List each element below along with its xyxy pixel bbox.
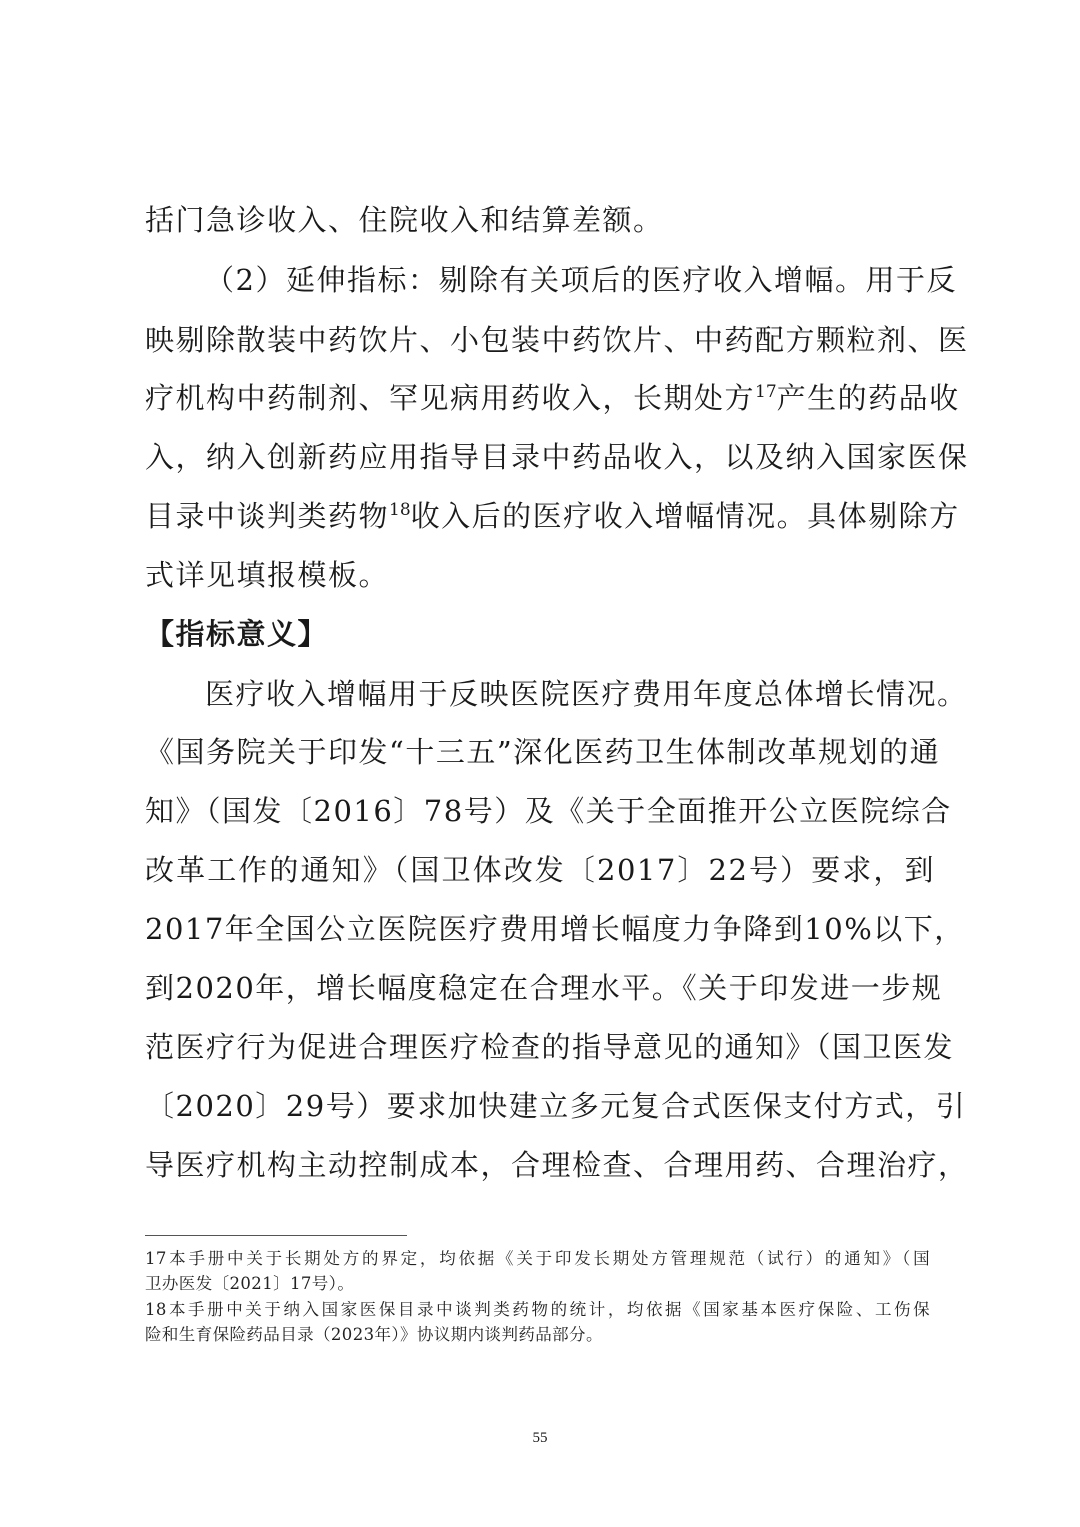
page-number: 55 xyxy=(532,1430,548,1446)
body-line: 到2020年，增长幅度稳定在合理水平。《关于印发进一步规 xyxy=(145,971,943,1005)
body-line: 入，纳入创新药应用指导目录中药品收入，以及纳入国家医保 xyxy=(145,440,969,474)
body-line xyxy=(145,496,960,536)
body-line: （2）延伸指标：剔除有关项后的医疗收入增幅。用于反 xyxy=(205,263,957,297)
body-line: 导医疗机构主动控制成本，合理检查、合理用药、合理治疗， xyxy=(145,1148,969,1182)
footnote-17-cont: 卫办医发〔2021〕17号）。 xyxy=(145,1274,355,1293)
footnote-ref-18[interactable]: 18 xyxy=(389,500,411,520)
body-line: 2017年全国公立医院医疗费用增长幅度力争降到10%以下， xyxy=(145,912,965,946)
body-line: 《国务院关于印发“十三五”深化医药卫生体制改革规划的通 xyxy=(145,735,941,769)
body-line: 改革工作的通知》（国卫体改发〔2017〕22号）要求，到 xyxy=(145,853,935,887)
body-line: 医疗收入增幅用于反映医院医疗费用年度总体增长情况。 xyxy=(205,677,968,711)
footnote-17: 17本手册中关于长期处方的界定，均依据《关于印发长期处方管理规范（试行）的通知》（国 xyxy=(145,1249,930,1268)
body-text: 疗机构中药制剂、罕见病用药收入，长期处方 xyxy=(145,381,756,415)
body-text: 目录中谈判类药物 xyxy=(145,499,390,533)
body-line: 式详见填报模板。 xyxy=(145,558,390,592)
body-line: 〔2020〕29号）要求加快建立多元复合式医保支付方式，引 xyxy=(145,1089,967,1123)
body-line: 知》（国发〔2016〕78号）及《关于全面推开公立医院综合 xyxy=(145,794,952,828)
body-line: 范医疗行为促进合理医疗检查的指导意见的通知》（国卫医发 xyxy=(145,1030,955,1064)
body-line xyxy=(145,378,960,418)
body-text: 收入后的医疗收入增幅情况。具体剔除方 xyxy=(410,499,960,533)
footnote-separator xyxy=(145,1235,407,1236)
body-line: 映剔除散装中药饮片、小包装中药饮片、中药配方颗粒剂、医 xyxy=(145,323,969,357)
footnote-18-cont: 险和生育保险药品目录（2023年）》协议期内谈判药品部分。 xyxy=(145,1325,603,1344)
body-text: 产生的药品收 xyxy=(776,381,960,415)
body-line: 括门急诊收入、住院收入和结算差额。 xyxy=(145,203,664,237)
footnote-ref-17[interactable]: 17 xyxy=(755,382,777,402)
section-heading: 【指标意义】 xyxy=(145,617,329,651)
footnote-18: 18本手册中关于纳入国家医保目录中谈判类药物的统计，均依据《国家基本医疗保险、工伤保 xyxy=(145,1300,930,1319)
